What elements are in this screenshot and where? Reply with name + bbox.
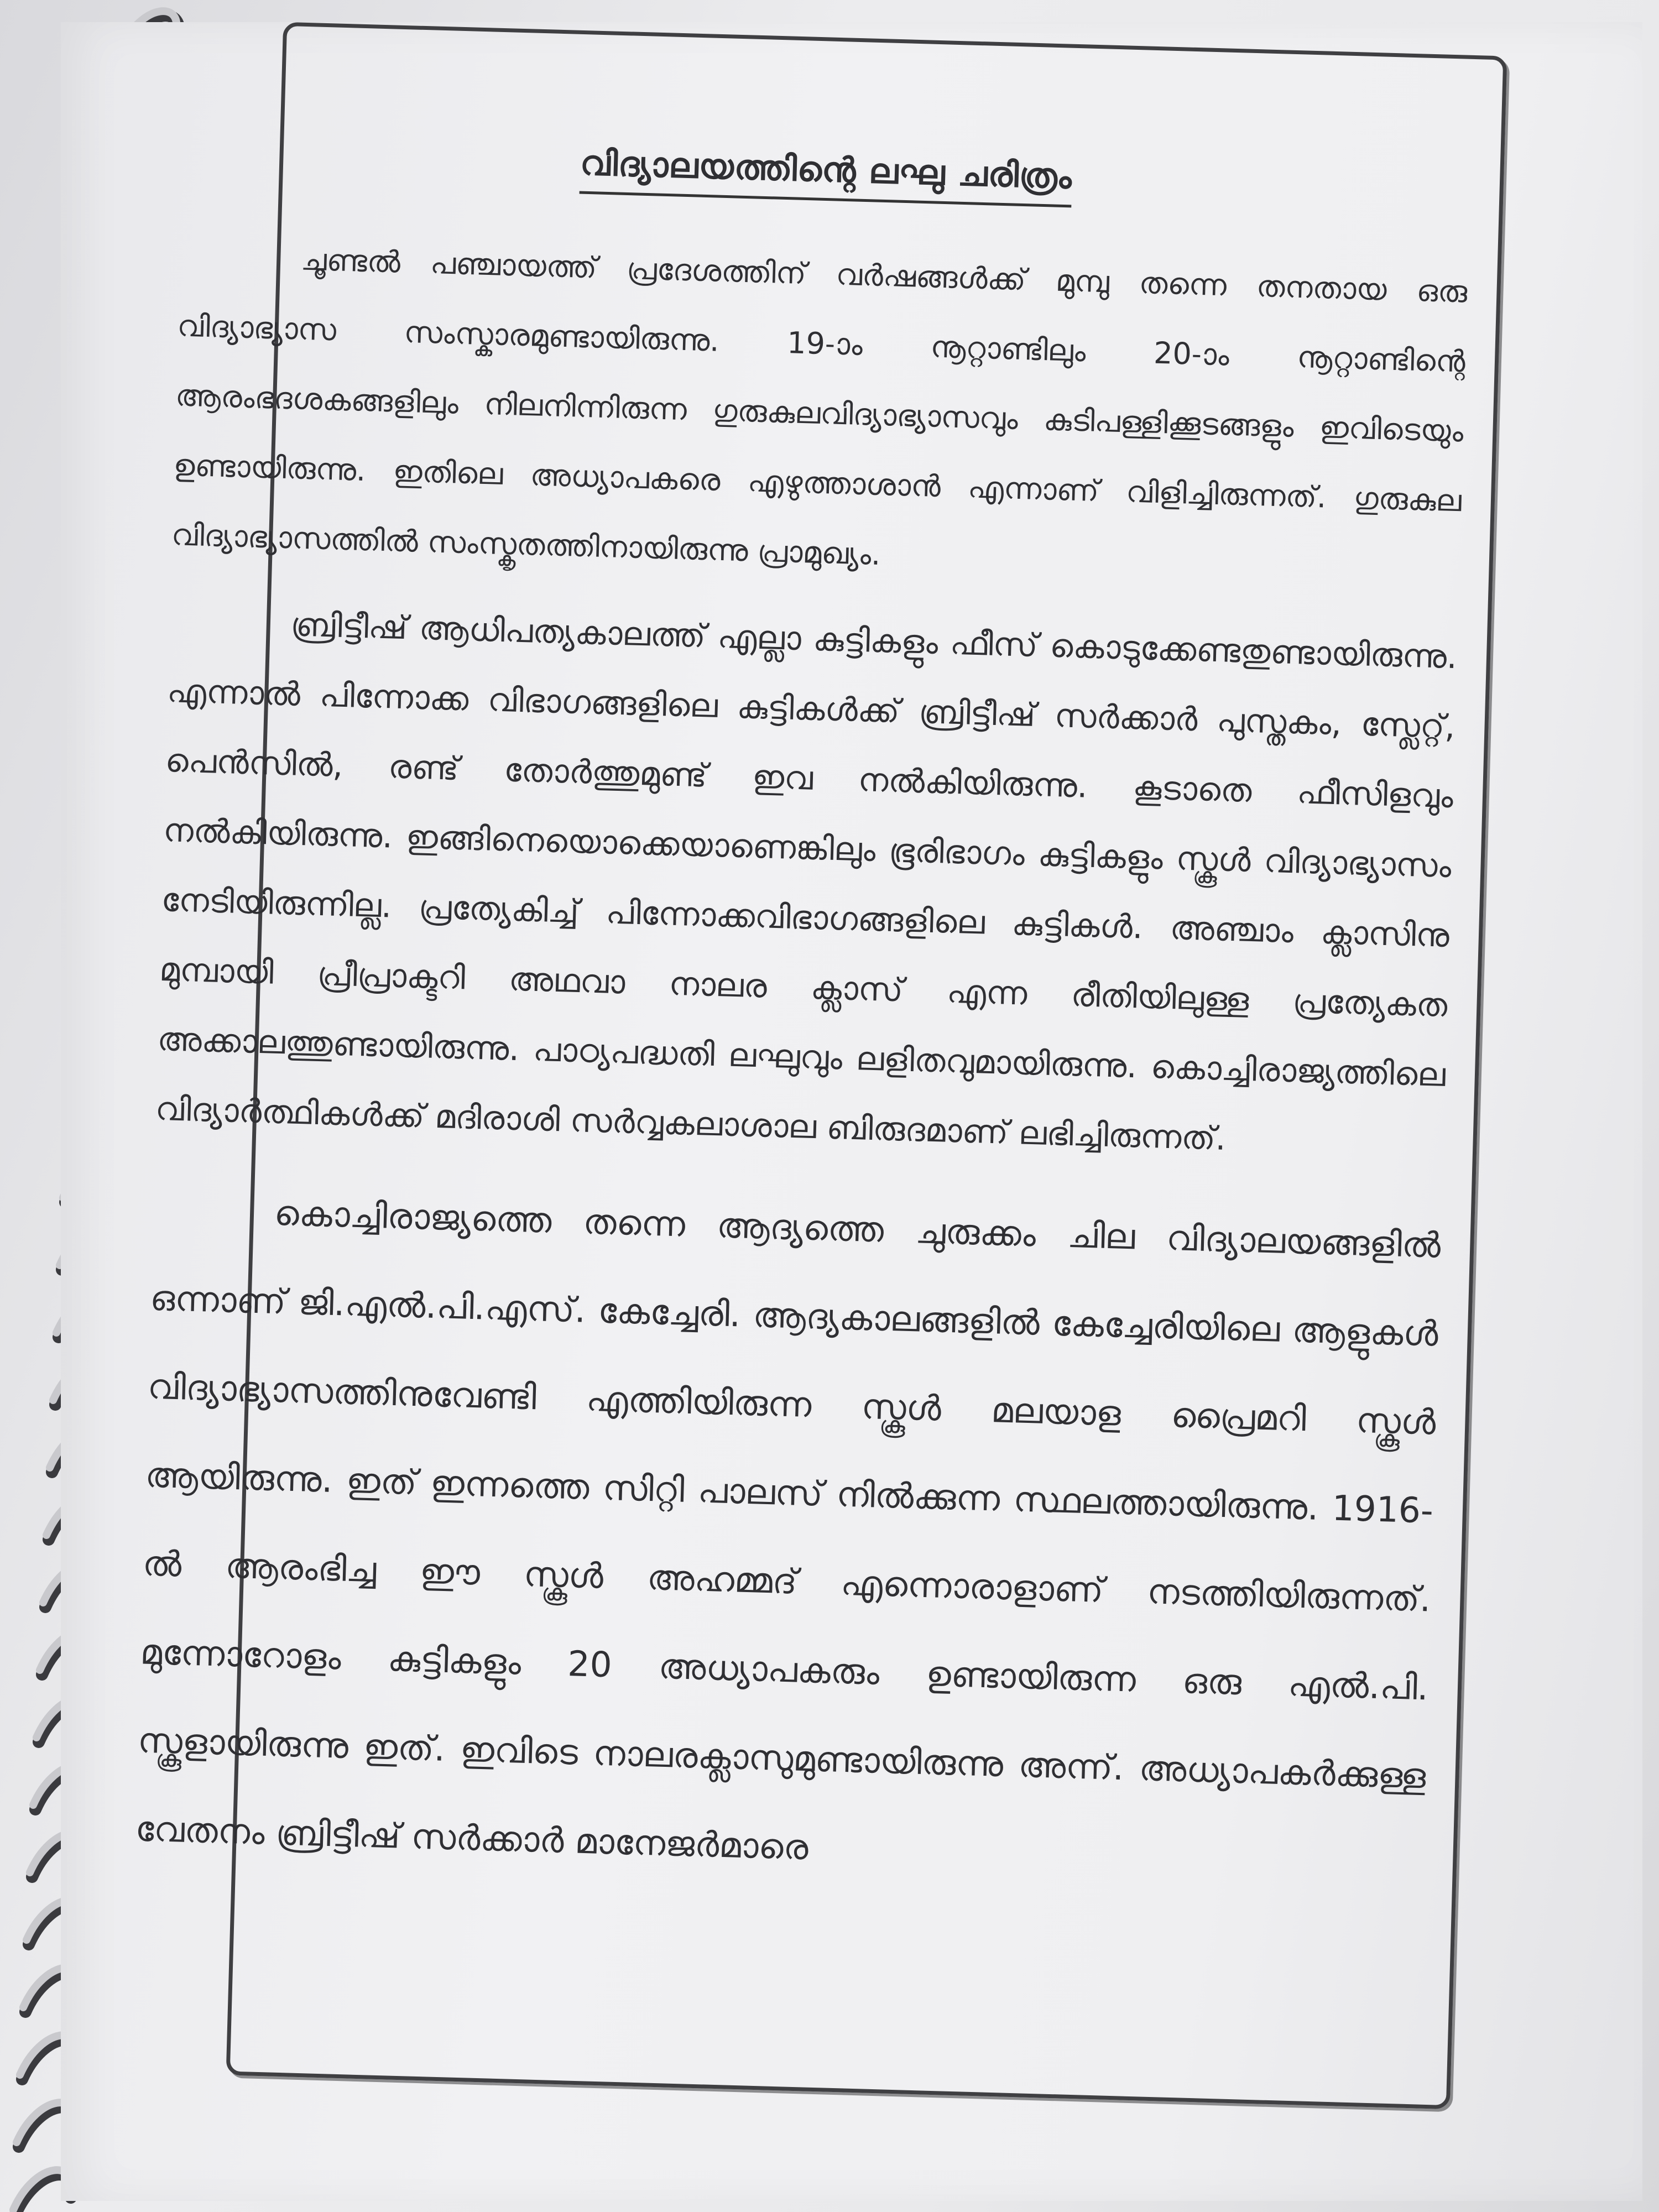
paragraph-3: കൊച്ചിരാജ്യത്തെ തന്നെ ആദ്യത്തെ ചുരുക്കം ചില വിദ്യാലയങ്ങളിൽ ഒന്നാണ് ജി.എൽ.പി.എസ്. കേച്ചേരി. ആദ്യകാലങ്ങളിൽ കേച്ചേരിയിലെ ആളുകൾ വിദ്യാഭ്യാസത്തിനുവേണ്ടി എത്തിയിരുന്ന സ്കൂൾ മലയാള പ്രൈമറി സ്കൂൾ ആയിരുന്നു. ഇത് ഇന്നത്തെ സിറ്റി പാലസ് നിൽക്കുന്ന സ്ഥലത്തായിരുന്നു. 1916-ൽ ആരംഭിച്ച ഈ സ്കൂൾ അഹമ്മദ് എന്നൊരാളാണ് നടത്തിയിരുന്നത്. മുന്നോറോളം കുട്ടികളും 20 അധ്യാപകരും ഉണ്ടായിരുന്ന ഒരു എൽ.പി. സ്കൂളായിരുന്നു ഇത്. ഇവിടെ നാലരക്ലാസുമുണ്ടായിരുന്നു അന്ന്. അധ്യാപകർക്കുള്ള വേതനം ബ്രിട്ടീഷ് സർക്കാർ മാനേജർമാരെ bbox=[134, 1192, 1442, 1868]
document-body bbox=[134, 131, 1471, 1926]
document-title-text: വിദ്യാലയത്തിന്റെ ലഘു ചരിത്രം bbox=[580, 143, 1073, 208]
paragraph-1: ചൂണ്ടൽ പഞ്ചായത്ത് പ്രദേശത്തിന് വർഷങ്ങൾക്ക് മുമ്പു തന്നെ തനതായ ഒരു വിദ്യാഭ്യാസ സംസ്കാരമുണ്ടായിരുന്നു. 19-ാം നൂറ്റാണ്ടിലും 20-ാം നൂറ്റാണ്ടിന്റെ ആരംഭദശകങ്ങളിലും നിലനിന്നിരുന്ന ഗുരുകുലവിദ്യാഭ്യാസവും കുടിപള്ളിക്കൂടങ്ങളും ഇവിടെയും ഉണ്ടായിരുന്നു. ഇതിലെ അധ്യാപകരെ എഴുത്താശാൻ എന്നാണ് വിളിച്ചിരുന്നത്. ഗുരുകുല വിദ്യാഭ്യാസത്തിൽ സംസ്കൃതത്തിനായിരുന്നു പ്രാമുഖ്യം. bbox=[171, 242, 1468, 572]
paragraph-2: ബ്രിട്ടീഷ് ആധിപത്യകാലത്ത് എല്ലാ കുട്ടികളും ഫീസ് കൊടുക്കേണ്ടതുണ്ടായിരുന്നു. എന്നാൽ പിന്നോക്ക വിഭാഗങ്ങളിലെ കുട്ടികൾക്ക് ബ്രിട്ടീഷ് സർക്കാർ പുസ്തകം, സ്ലേറ്റ്, പെൻസിൽ, രണ്ട് തോർത്തുമുണ്ട് ഇവ നൽകിയിരുന്നു. കൂടാതെ ഫീസിളവും നൽകിയിരുന്നു. ഇങ്ങിനെയൊക്കെയാണെങ്കിലും ഭൂരിഭാഗം കുട്ടികളും സ്കൂൾ വിദ്യാഭ്യാസം നേടിയിരുന്നില്ല. പ്രത്യേകിച്ച് പിന്നോക്കവിഭാഗങ്ങളിലെ കുട്ടികൾ. അഞ്ചാം ക്ലാസിനു മുമ്പായി പ്രീപ്രാക്ടറി അഥവാ നാലര ക്ലാസ് എന്ന രീതിയിലുള്ള പ്രത്യേകത അക്കാലത്തുണ്ടായിരുന്നു. പാഠ്യപദ്ധതി ലഘുവും ലളിതവുമായിരുന്നു. കൊച്ചിരാജ്യത്തിലെ വിദ്യാർത്ഥികൾക്ക് മദിരാശി സർവ്വകലാശാല ബിരുദമാണ് ലഭിച്ചിരുന്നത്. bbox=[155, 605, 1458, 1157]
